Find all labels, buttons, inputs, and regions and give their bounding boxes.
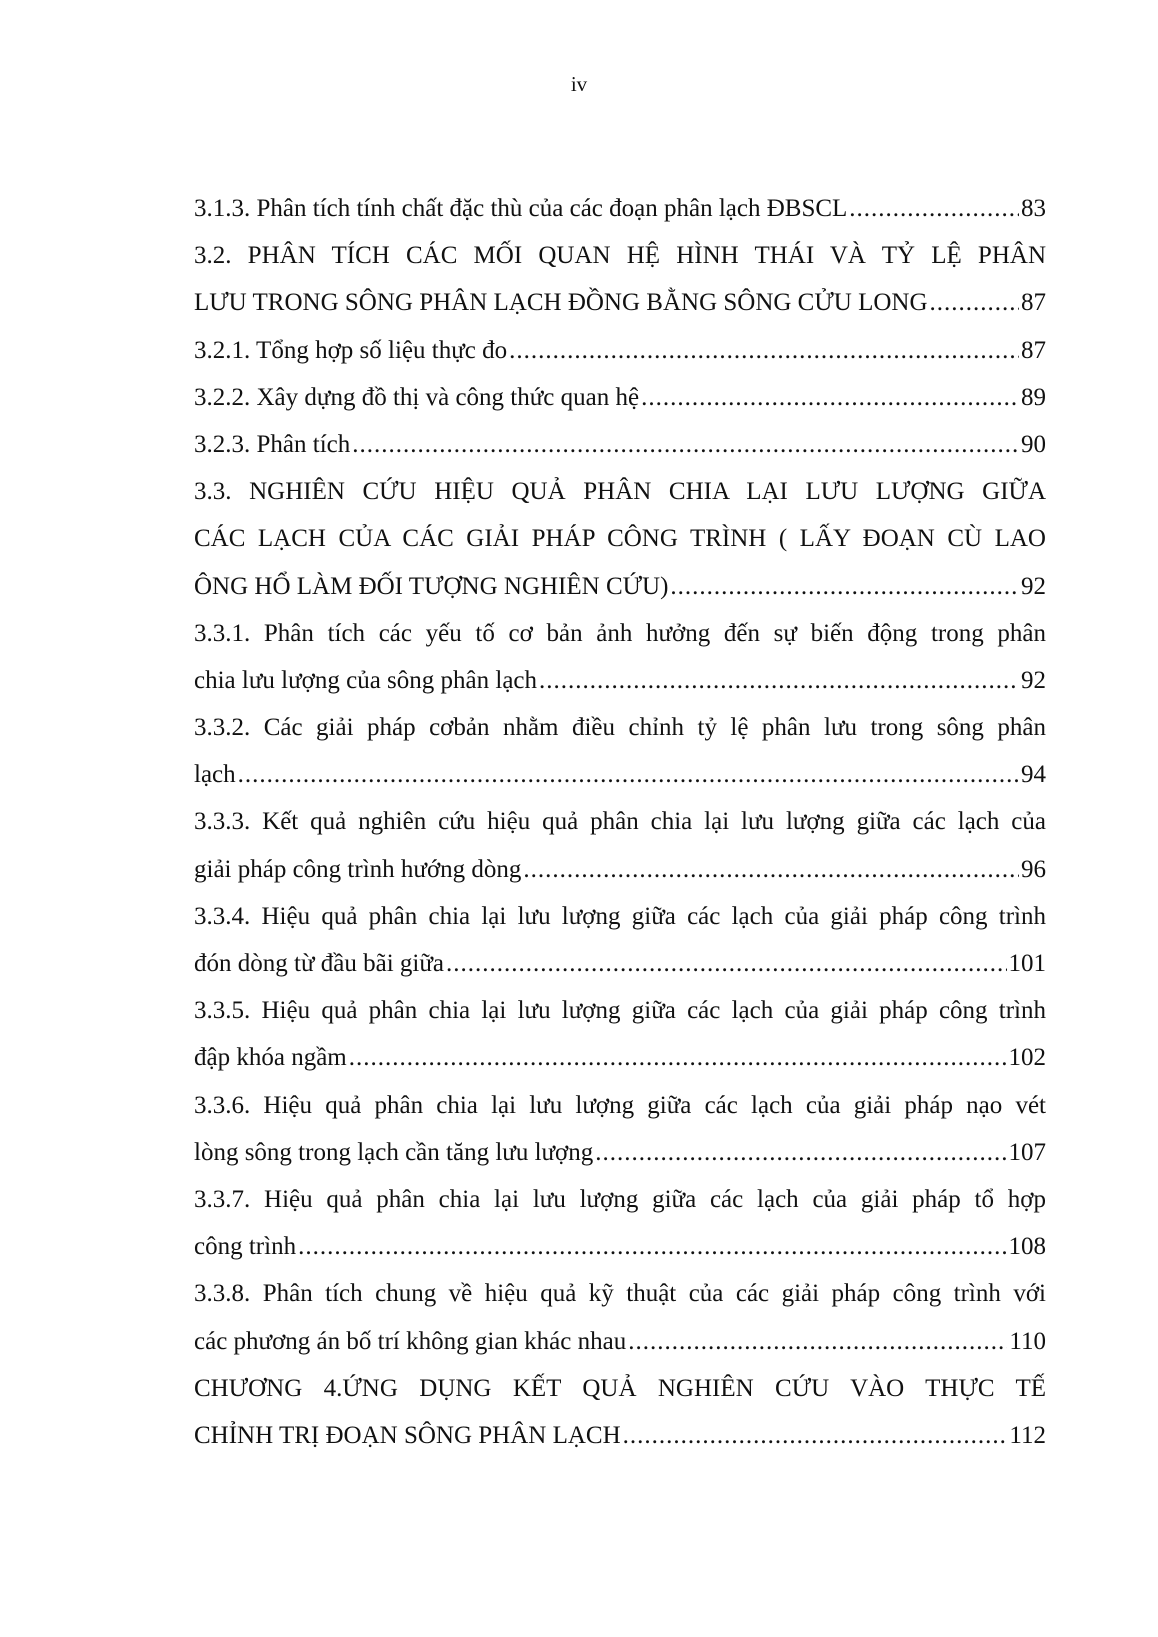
toc-entry-text: ÔNG HỔ LÀM ĐỐI TƯỢNG NGHIÊN CỨU): [194, 572, 669, 600]
toc-page-number: 102: [1008, 1044, 1046, 1072]
toc-entry-text: lạch: [194, 761, 236, 789]
toc-line: 3.3.3. Kết quả nghiên cứu hiệu quả phân chia lại lưu lượng giữa các lạch của: [194, 808, 1046, 836]
toc-line: 3.3.4. Hiệu quả phân chia lại lưu lượng giữa các lạch của giải pháp công trình: [194, 902, 1046, 930]
dot-leader: [595, 1129, 1006, 1176]
toc-line: CHƯƠNG 4.ỨNG DỤNG KẾT QUẢ NGHIÊN CỨU VÀO THỰC TẾ: [194, 1374, 1046, 1402]
toc-page-number: 87: [1021, 336, 1046, 364]
toc-line: CÁC LẠCH CỦA CÁC GIẢI PHÁP CÔNG TRÌNH ( LẤY ĐOẠN CÙ LAO: [194, 525, 1046, 553]
toc-line: [194, 751, 1046, 798]
page-number: iv: [570, 72, 588, 96]
toc-line: [194, 279, 1046, 326]
toc-entry-text: 3.1.3. Phân tích tính chất đặc thù của các đoạn phân lạch ĐBSCL: [194, 195, 848, 222]
toc-entry-text: các phương án bố trí không gian khác nhau: [194, 1327, 627, 1355]
toc-page-number: 92: [1021, 666, 1046, 694]
toc-page-number: 92: [1021, 572, 1046, 600]
toc-line: 3.3.1. Phân tích các yếu tố cơ bản ảnh hưởng đến sự biến động trong phân: [194, 619, 1046, 647]
toc-entry-text: LƯU TRONG SÔNG PHÂN LẠCH ĐỒNG BẰNG SÔNG CỬU LONG: [194, 289, 928, 317]
toc-line: [194, 374, 1046, 421]
toc-entry-text: 3.2.1. Tổng hợp số liệu thực đo: [194, 336, 508, 364]
toc-line: [194, 846, 1046, 893]
toc-entry-text: đón dòng từ đầu bãi giữa: [194, 950, 444, 977]
toc-page-number: 83: [1021, 195, 1046, 222]
toc-page-number: 90: [1021, 430, 1046, 458]
toc-page-number: 101: [1008, 950, 1046, 977]
toc-line: [194, 185, 1046, 232]
toc-page-number: 89: [1021, 383, 1046, 411]
dot-leader: [539, 657, 1019, 704]
dot-leader: [628, 1318, 1007, 1365]
toc-entry-text: công trình: [194, 1233, 297, 1261]
toc-page-number: 87: [1021, 289, 1046, 317]
toc-page-number: 107: [1008, 1138, 1046, 1166]
toc-line: 3.3.5. Hiệu quả phân chia lại lưu lượng giữa các lạch của giải pháp công trình: [194, 997, 1046, 1025]
toc-entry-text: CHỈNH TRỊ ĐOẠN SÔNG PHÂN LẠCH: [194, 1421, 621, 1449]
toc-entry-text: chia lưu lượng của sông phân lạch: [194, 666, 538, 694]
toc-line: [194, 1034, 1046, 1081]
toc-page-number: 96: [1021, 855, 1046, 883]
dot-leader: [641, 374, 1019, 421]
dot-leader: [509, 327, 1019, 374]
toc-line: 3.3.8. Phân tích chung về hiệu quả kỹ thuật của các giải pháp công trình với: [194, 1280, 1046, 1308]
toc-page-number: 94: [1021, 761, 1046, 789]
dot-leader: [352, 421, 1019, 468]
toc-entry-text: giải pháp công trình hướng dòng: [194, 855, 522, 883]
dot-leader: [849, 185, 1019, 232]
table-of-contents: [194, 185, 1046, 1459]
toc-line: [194, 327, 1046, 374]
toc-page-number: 112: [1009, 1421, 1046, 1449]
toc-line: 3.3.7. Hiệu quả phân chia lại lưu lượng giữa các lạch của giải pháp tổ hợp: [194, 1185, 1046, 1213]
dot-leader: [930, 279, 1020, 326]
dot-leader: [298, 1223, 1006, 1270]
dot-leader: [349, 1034, 1007, 1081]
dot-leader: [238, 751, 1019, 798]
toc-line: [194, 657, 1046, 704]
toc-line: 3.3. NGHIÊN CỨU HIỆU QUẢ PHÂN CHIA LẠI LƯU LƯỢNG GIỮA: [194, 478, 1046, 506]
toc-line: 3.2. PHÂN TÍCH CÁC MỐI QUAN HỆ HÌNH THÁI VÀ TỶ LỆ PHÂN: [194, 242, 1046, 270]
toc-line: [194, 1412, 1046, 1459]
toc-entry-text: lòng sông trong lạch cần tăng lưu lượng: [194, 1138, 594, 1166]
toc-entry-text: 3.2.3. Phân tích: [194, 430, 351, 458]
toc-line: [194, 1129, 1046, 1176]
toc-page-number: 108: [1008, 1233, 1046, 1261]
toc-line: [194, 1223, 1046, 1270]
toc-line: 3.3.6. Hiệu quả phân chia lại lưu lượng giữa các lạch của giải pháp nạo vét: [194, 1091, 1046, 1119]
toc-entry-text: 3.2.2. Xây dựng đồ thị và công thức quan hệ: [194, 383, 640, 411]
dot-leader: [670, 563, 1019, 610]
toc-line: [194, 1318, 1046, 1365]
toc-page-number: 110: [1009, 1327, 1046, 1355]
toc-entry-text: đập khóa ngầm: [194, 1044, 347, 1072]
toc-line: [194, 563, 1046, 610]
dot-leader: [523, 846, 1019, 893]
dot-leader: [623, 1412, 1008, 1459]
dot-leader: [446, 940, 1007, 987]
toc-line: [194, 421, 1046, 468]
toc-line: 3.3.2. Các giải pháp cơbản nhằm điều chỉnh tỷ lệ phân lưu trong sông phân: [194, 714, 1046, 742]
toc-line: [194, 940, 1046, 987]
